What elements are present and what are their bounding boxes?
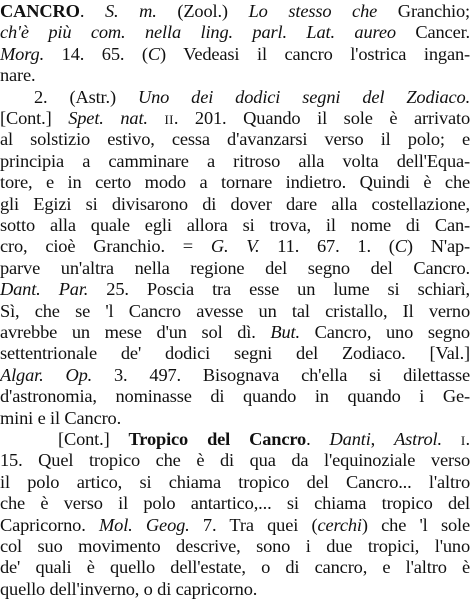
entry-line-23: il polo artico, si chiama tropico del Cancro... l'altro bbox=[0, 471, 470, 492]
entry-line-12: cro, cioè Granchio. = G. V. 11. 67. 1. (C) N'ap- bbox=[0, 236, 471, 257]
entry-line-16: avrebbe un mese d'un sol dì. But. Cancro, uno segno bbox=[0, 322, 470, 342]
entry-line-28: quello dell'inverno, o di capricorno. bbox=[0, 578, 258, 599]
entry-line-26: col suo movimento descrive, sono i due tropici, l'uno bbox=[0, 536, 470, 556]
entry-line-25: Capricorno. Mol. Geog. 7. Tra quei (cerchi) che 'l sole bbox=[0, 514, 470, 535]
entry-line-4: nare. bbox=[0, 65, 36, 86]
entry-line-8: principia a camminare a ritroso alla volta dell'Equa- bbox=[0, 150, 470, 171]
entry-line-3: Morg. 14. 65. (C) Vedeasi il cancro l'ostrica ingan- bbox=[0, 43, 470, 64]
entry-line-9: tore, e in certo modo a tornare indietro. Quindi è che bbox=[0, 172, 470, 193]
entry-line-18: Algar. Op. 3. 497. Bisognava ch'ella si dilettasse bbox=[0, 364, 470, 385]
entry-line-17: settentrionale de' dodici segni del Zodiaco. [Val.] bbox=[0, 343, 470, 364]
entry-line-14: Dant. Par. 25. Poscia tra esse un lume si schiarì, bbox=[0, 279, 470, 300]
entry-line-5: 2. (Astr.) Uno dei dodici segni del Zodiaco. bbox=[34, 86, 471, 107]
entry-line-15: Sì, che se 'l Cancro avesse un tal cristallo, Il verno bbox=[0, 300, 470, 321]
entry-line-19: d'astronomia, nominasse di quando in quando i Ge- bbox=[0, 386, 470, 407]
entry-line-7: al solstizio estivo, cessa d'avanzarsi verso il polo; e bbox=[0, 129, 470, 150]
entry-line-24: che è verso il polo antartico,... si chiama tropico del bbox=[0, 493, 470, 514]
entry-line-20: mini e il Cancro. bbox=[0, 407, 122, 428]
entry-line-6: [Cont.] Spet. nat. ii. 201. Quando il sole è arrivato bbox=[0, 108, 471, 128]
entry-line-10: gli Egizi si divisarono di dover dare alla costellazione, bbox=[0, 193, 470, 214]
entry-line-21: [Cont.] Tropico del Cancro. Danti, Astrol. i. bbox=[58, 429, 470, 449]
entry-line-11: sotto alla quale egli allora si trova, il nome di Can- bbox=[0, 215, 470, 235]
entry-line-22: 15. Quel tropico che è di qua da l'equinoziale verso bbox=[0, 450, 470, 471]
entry-line-13: parve un'altra nella regione del segno del Cancro. bbox=[0, 257, 470, 278]
entry-line-2: ch'è più com. nella ling. parl. Lat. aureo Cancer. bbox=[0, 22, 470, 43]
entry-line-27: de' quali è quello dell'estate, o di cancro, e l'altro è bbox=[0, 557, 470, 578]
entry-line-1: CANCRO. S. m. (Zool.) Lo stesso che Granchio; bbox=[0, 1, 470, 21]
